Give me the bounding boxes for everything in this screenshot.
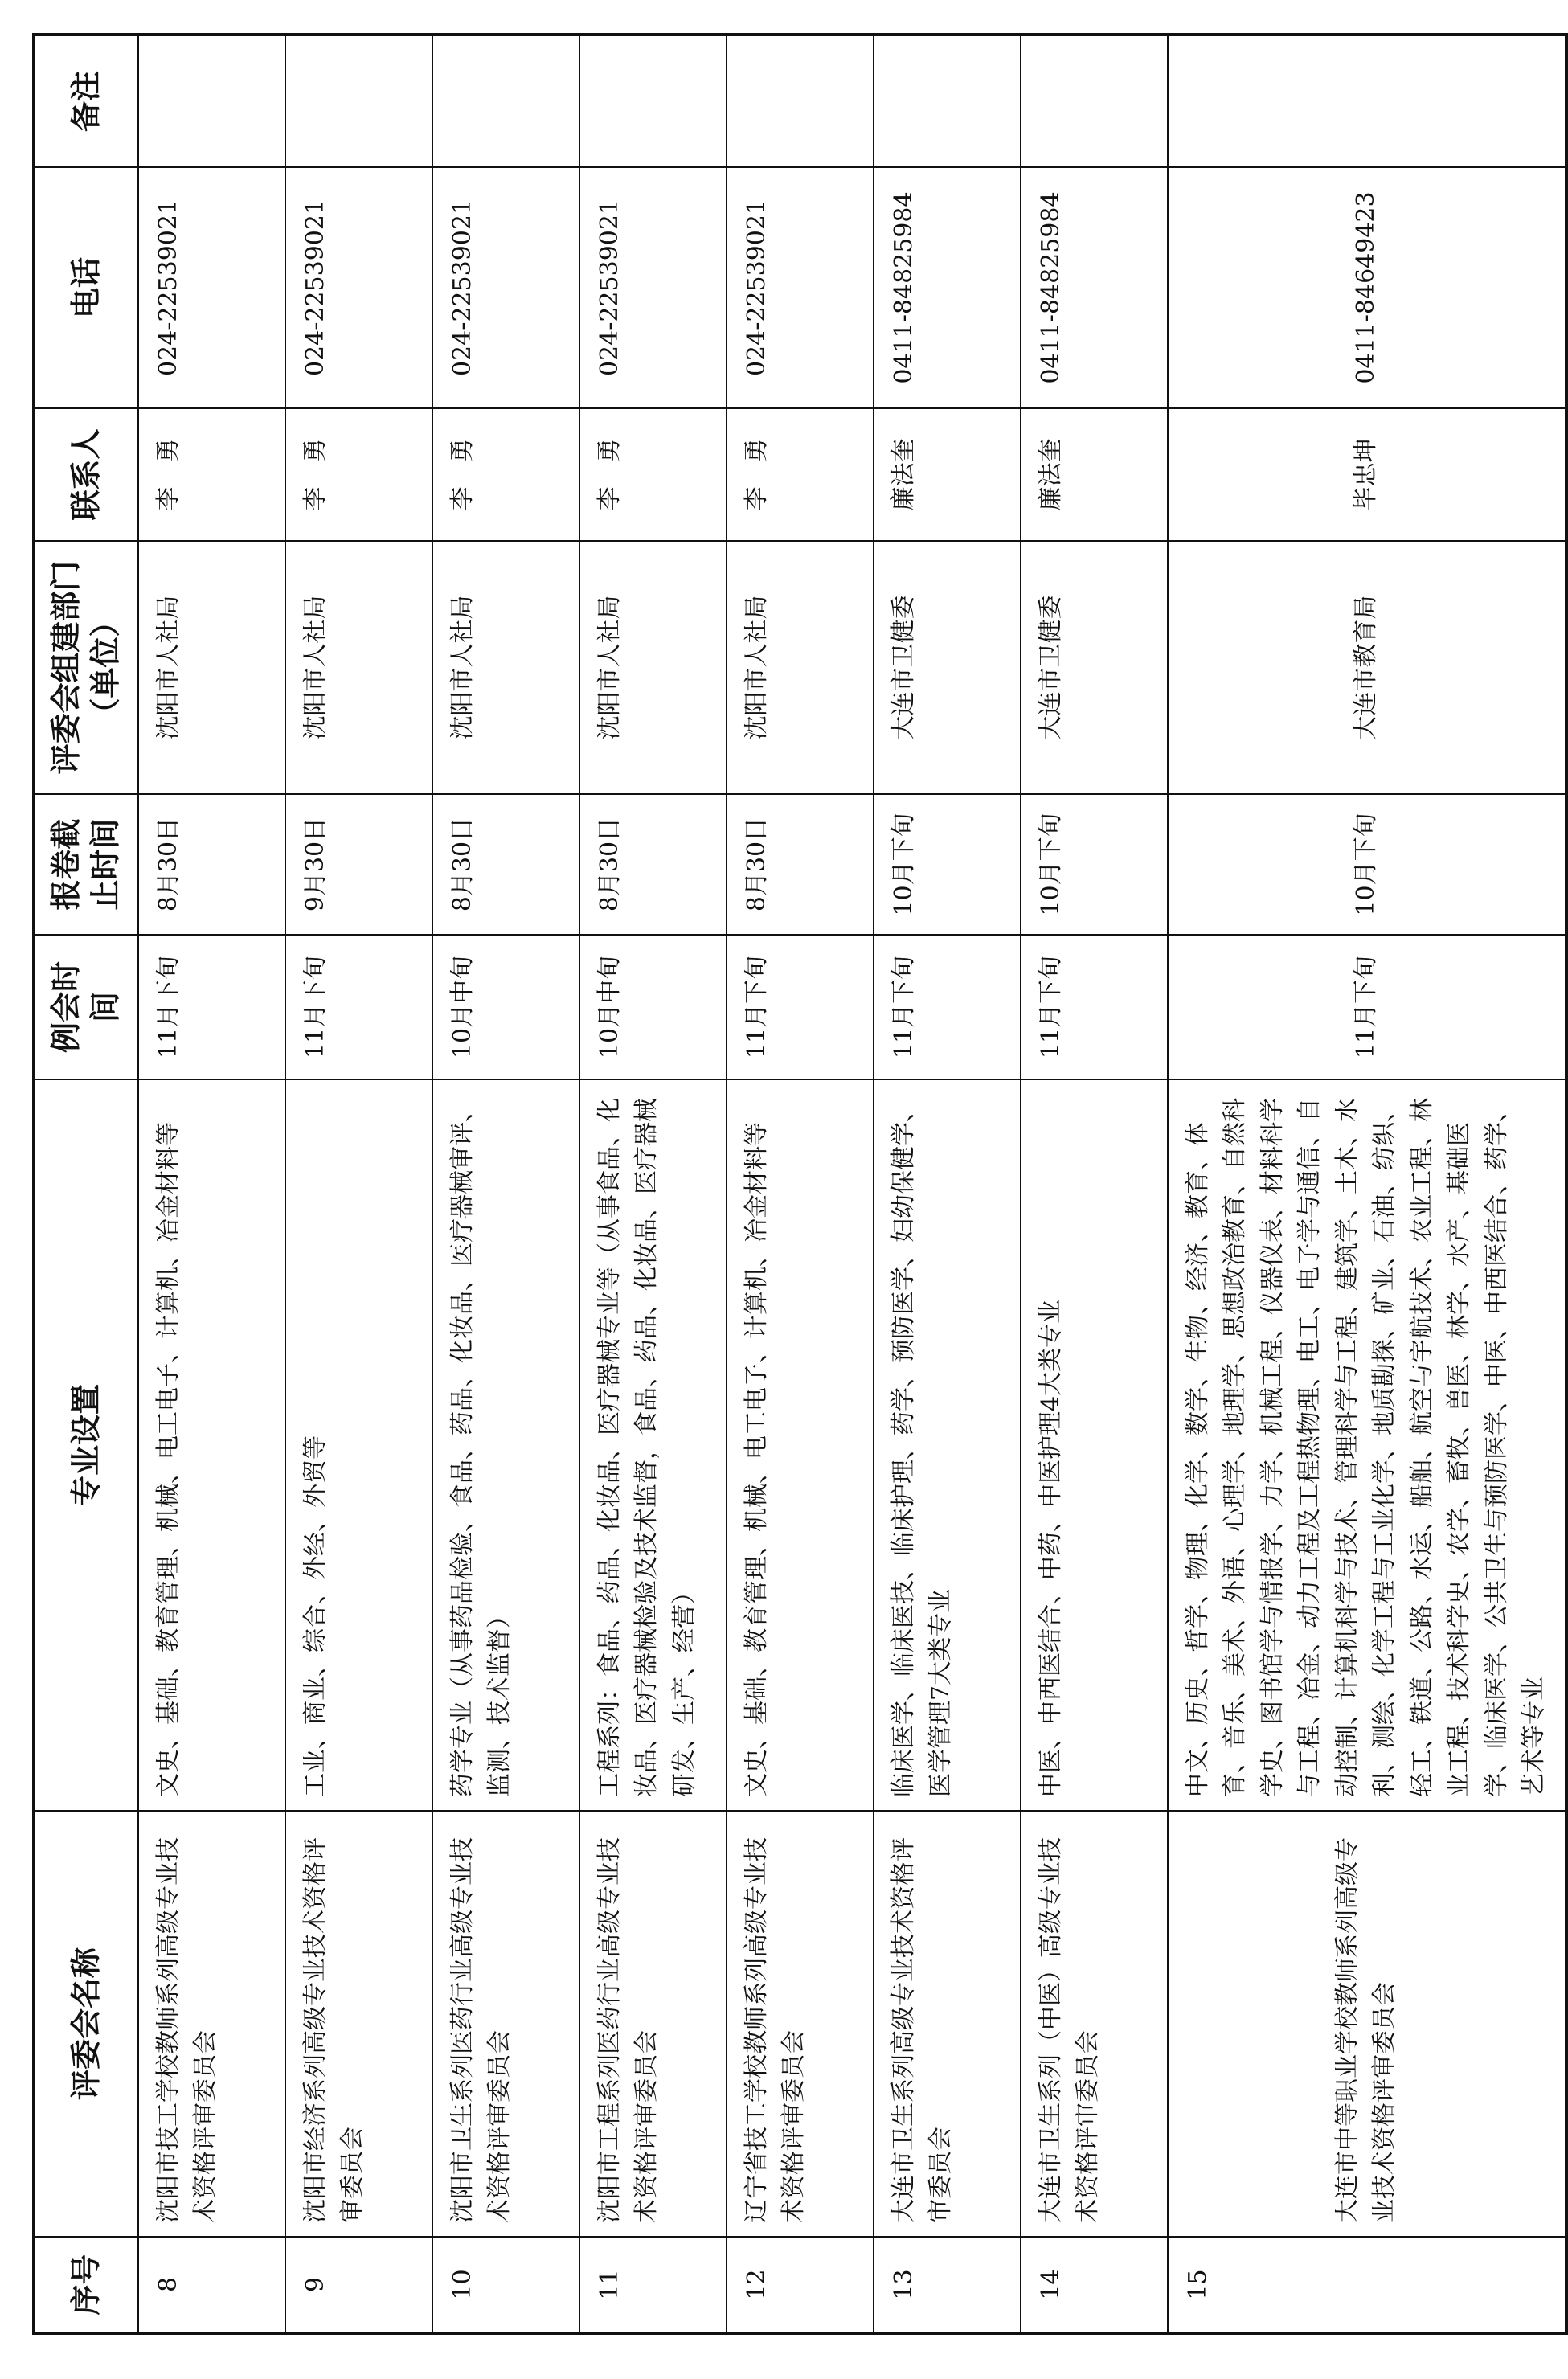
row-meeting: 11月下旬	[1168, 935, 1566, 1079]
row-contact: 李 勇	[579, 408, 727, 541]
row-phone: 0411-84825984	[874, 167, 1021, 408]
row-contact: 李 勇	[727, 408, 874, 541]
row-phone: 024-22539021	[285, 167, 432, 408]
row-deadline: 8月30日	[138, 794, 285, 935]
row-seq: 8	[138, 2237, 285, 2333]
header-meeting: 例会时间	[34, 935, 138, 1079]
row-deadline: 9月30日	[285, 794, 432, 935]
row-seq: 9	[285, 2237, 432, 2333]
row-org: 沈阳市人社局	[285, 541, 432, 794]
row-seq: 11	[579, 2237, 727, 2333]
table-row	[874, 35, 1021, 2333]
header-phone: 电话	[34, 167, 138, 408]
row-deadline: 10月下旬	[874, 794, 1021, 935]
row-committee: 辽宁省技工学校教师系列高级专业技术资格评审委员会	[727, 1811, 874, 2237]
header-committee: 评委会名称	[34, 1811, 138, 2237]
row-committee: 沈阳市工程系列医药行业高级专业技术资格评审委员会	[579, 1811, 727, 2237]
row-phone: 024-22539021	[138, 167, 285, 408]
row-meeting: 11月下旬	[727, 935, 874, 1079]
row-org: 沈阳市人社局	[138, 541, 285, 794]
row-committee: 沈阳市卫生系列医药行业高级专业技术资格评审委员会	[432, 1811, 579, 2237]
row-remark	[874, 35, 1021, 167]
row-majors: 中文、历史、哲学、物理、化学、数学、生物、经济、教育、体育、音乐、美术、外语、心理学、地理学、思想政治教育、自然科学史、图书馆学与情报学、力学、机械工程、仪器仪表、材料科学与工程、冶金、动力工程及工程热物理、电工、电子学与通信、自动控制、计算机科学与技术、管理科学与工程、建筑学、土木、水利、测绘、化学工程与工业化学、地质勘探、矿业、石油、纺织、轻工、铁道、公路、水运、船舶、航空与宇航技术、农业工程、林业工程、技术科学史、农学、畜牧、兽医、林学、水产、基础医学、临床医学、公共卫生与预防医学、中医、中西医结合、药学、艺术等专业	[1168, 1079, 1566, 1811]
row-seq: 14	[1021, 2237, 1168, 2333]
row-phone: 024-22539021	[579, 167, 727, 408]
row-majors: 中医、中西医结合、中药、中医护理4大类专业	[1021, 1079, 1168, 1811]
row-remark	[579, 35, 727, 167]
row-majors: 药学专业（从事药品检验、食品、药品、化妆品、医疗器械审评、监测、技术监督）	[432, 1079, 579, 1811]
row-contact: 毕忠坤	[1168, 408, 1566, 541]
row-deadline: 8月30日	[432, 794, 579, 935]
row-remark	[1168, 35, 1566, 167]
table-row	[727, 35, 874, 2333]
row-committee: 沈阳市经济系列高级专业技术资格评审委员会	[285, 1811, 432, 2237]
row-majors: 文史、基础、教育管理、机械、电工电子、计算机、冶金材料等	[727, 1079, 874, 1811]
header-row	[34, 35, 138, 2333]
row-remark	[432, 35, 579, 167]
row-seq: 12	[727, 2237, 874, 2333]
row-org: 大连市教育局	[1168, 541, 1566, 794]
row-committee: 大连市卫生系列高级专业技术资格评审委员会	[874, 1811, 1021, 2237]
row-deadline: 8月30日	[579, 794, 727, 935]
row-committee: 沈阳市技工学校教师系列高级专业技术资格评审委员会	[138, 1811, 285, 2237]
row-meeting: 10月中旬	[579, 935, 727, 1079]
row-deadline: 10月下旬	[1021, 794, 1168, 935]
row-phone: 024-22539021	[432, 167, 579, 408]
row-contact: 李 勇	[432, 408, 579, 541]
row-meeting: 11月下旬	[138, 935, 285, 1079]
row-contact: 李 勇	[138, 408, 285, 541]
row-phone: 0411-84825984	[1021, 167, 1168, 408]
row-meeting: 10月中旬	[432, 935, 579, 1079]
row-committee: 大连市中等职业学校教师系列高级专业技术资格评审委员会	[1168, 1811, 1566, 2237]
row-seq: 15	[1168, 2237, 1566, 2333]
row-phone: 024-22539021	[727, 167, 874, 408]
row-majors: 临床医学、临床医技、临床护理、药学、预防医学、妇幼保健学、医学管理7大类专业	[874, 1079, 1021, 1811]
table-row	[1168, 35, 1566, 2333]
row-remark	[285, 35, 432, 167]
table-row	[579, 35, 727, 2333]
row-meeting: 11月下旬	[285, 935, 432, 1079]
header-deadline: 报卷截止时间	[34, 794, 138, 935]
row-org: 大连市卫健委	[1021, 541, 1168, 794]
row-org: 沈阳市人社局	[432, 541, 579, 794]
row-org: 沈阳市人社局	[727, 541, 874, 794]
row-contact: 廉法奎	[874, 408, 1021, 541]
row-majors: 工程系列：食品、药品、化妆品、医疗器械专业等（从事食品、化妆品、医疗器械检验及技术监督，食品、药品、化妆品、医疗器械研发、生产、经营）	[579, 1079, 727, 1811]
header-contact: 联系人	[34, 408, 138, 541]
header-majors: 专业设置	[34, 1079, 138, 1811]
row-remark	[1021, 35, 1168, 167]
row-phone: 0411-84649423	[1168, 167, 1566, 408]
row-deadline: 10月下旬	[1168, 794, 1566, 935]
row-remark	[727, 35, 874, 167]
row-majors: 工业、商业、综合、外经、外贸等	[285, 1079, 432, 1811]
table-row	[138, 35, 285, 2333]
committee-table	[32, 33, 1568, 2335]
table-row	[432, 35, 579, 2333]
row-deadline: 8月30日	[727, 794, 874, 935]
row-contact: 李 勇	[285, 408, 432, 541]
row-org: 大连市卫健委	[874, 541, 1021, 794]
table-row	[285, 35, 432, 2333]
header-remark: 备注	[34, 35, 138, 167]
row-remark	[138, 35, 285, 167]
row-committee: 大连市卫生系列（中医）高级专业技术资格评审委员会	[1021, 1811, 1168, 2237]
header-org: 评委会组建部门（单位）	[34, 541, 138, 794]
row-meeting: 11月下旬	[1021, 935, 1168, 1079]
row-seq: 10	[432, 2237, 579, 2333]
row-contact: 廉法奎	[1021, 408, 1168, 541]
row-seq: 13	[874, 2237, 1021, 2333]
row-majors: 文史、基础、教育管理、机械、电工电子、计算机、冶金材料等	[138, 1079, 285, 1811]
row-meeting: 11月下旬	[874, 935, 1021, 1079]
row-org: 沈阳市人社局	[579, 541, 727, 794]
table-row	[1021, 35, 1168, 2333]
header-seq: 序号	[34, 2237, 138, 2333]
